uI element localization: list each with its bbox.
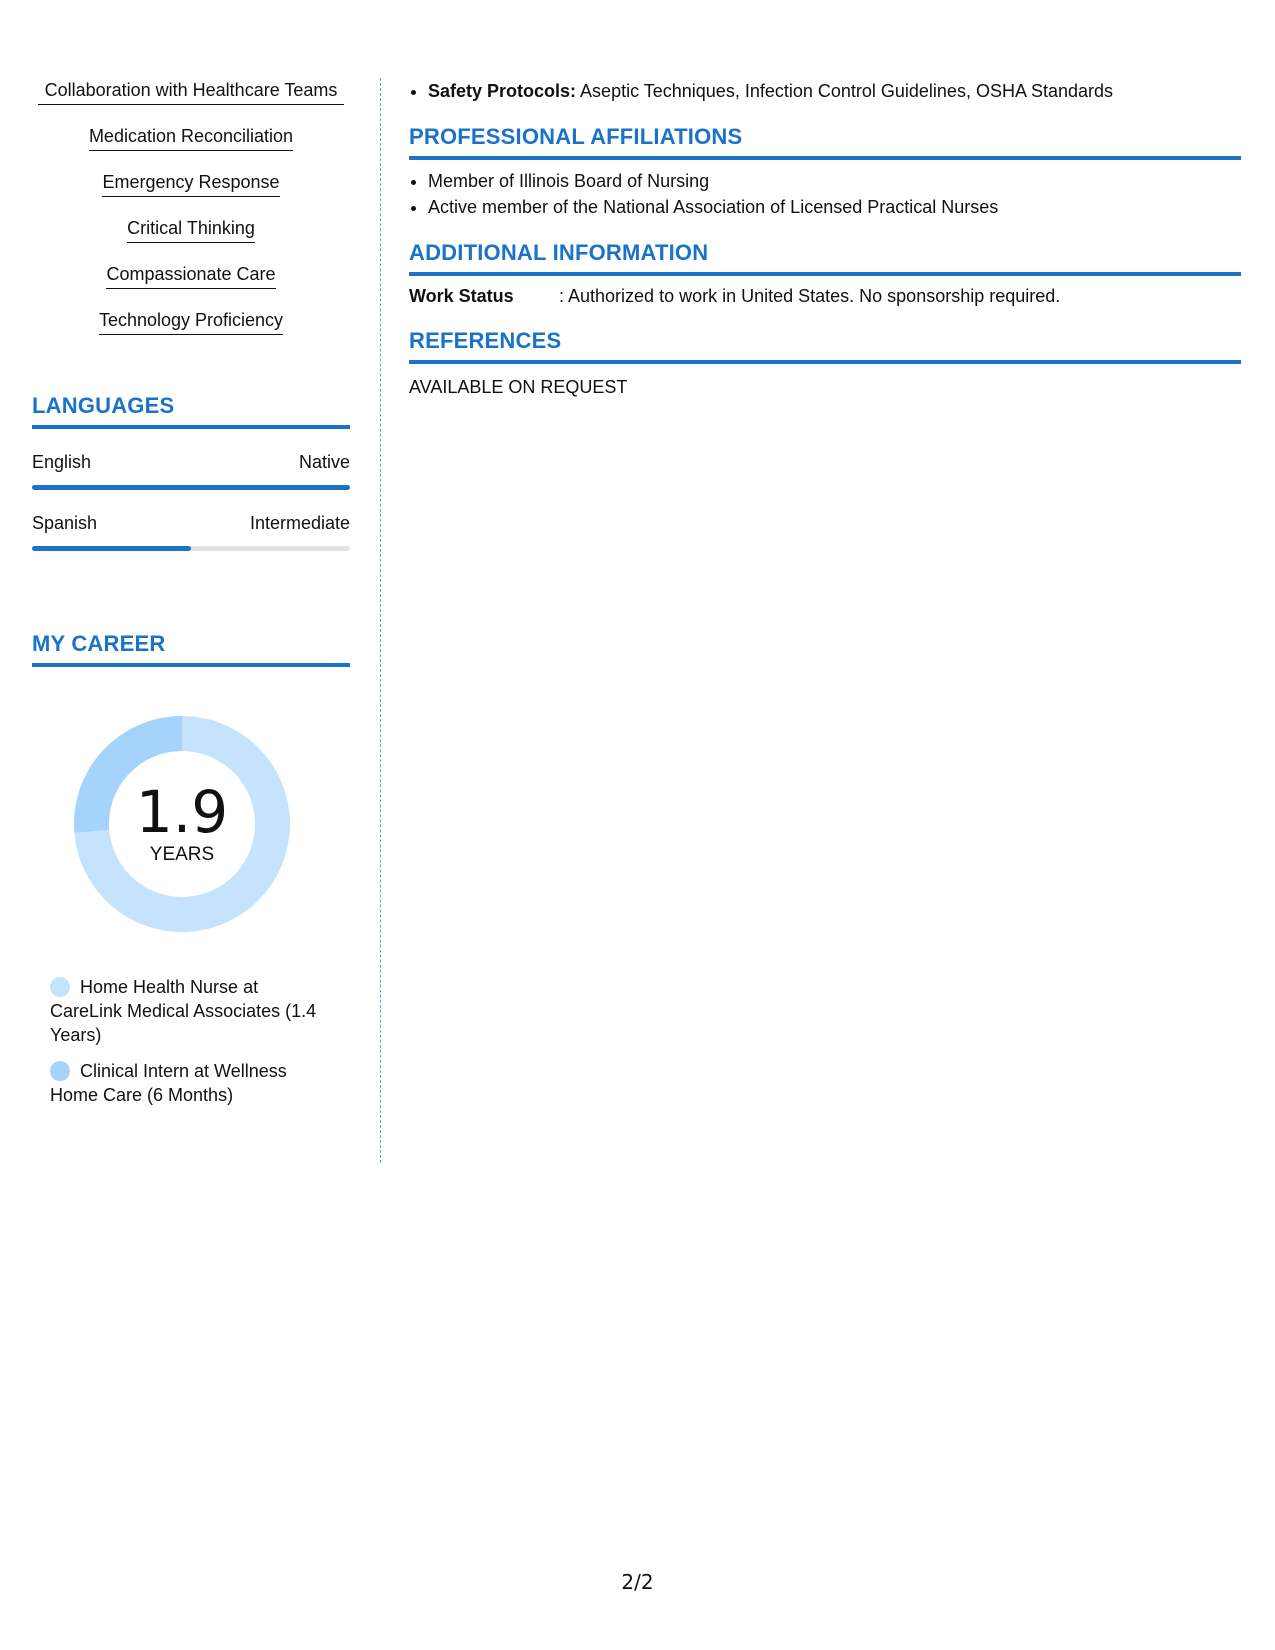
work-status-label: Work Status (409, 286, 514, 306)
language-spanish (32, 512, 350, 551)
legend-label: Clinical Intern at Wellness Home Care (6 Months) (50, 1061, 287, 1105)
skill-item: Compassionate Care (106, 262, 275, 289)
affiliations-list (409, 168, 1241, 220)
skill-item: Technology Proficiency (99, 308, 283, 335)
language-level: Intermediate (249, 513, 350, 533)
languages-heading: LANGUAGES (32, 393, 350, 429)
safety-protocols-item (428, 78, 1241, 104)
career-legend-item (50, 1059, 320, 1107)
references-text: AVAILABLE ON REQUEST (409, 377, 628, 397)
legend-label: Home Health Nurse at CareLink Medical Associates (1.4 Years) (50, 977, 317, 1045)
language-english (32, 451, 350, 490)
language-proficiency-bar (32, 546, 350, 551)
work-status-row (409, 284, 1241, 308)
skill-item: Critical Thinking (127, 216, 255, 243)
legend-dot-icon (50, 1061, 70, 1081)
career-total-years: 1.9 (135, 778, 229, 846)
skill-item: Collaboration with Healthcare Teams (38, 78, 344, 105)
career-legend-item (50, 975, 320, 1047)
right-column (409, 78, 1241, 399)
column-divider (380, 78, 381, 1163)
skills-list (32, 78, 350, 335)
legend-dot-icon (50, 977, 70, 997)
bullet-label: Safety Protocols: (428, 81, 577, 101)
language-name: Spanish (32, 513, 98, 533)
language-proficiency-fill (32, 485, 350, 490)
skill-item: Emergency Response (102, 170, 279, 197)
left-column (32, 78, 350, 1119)
bullet-text: Aseptic Techniques, Infection Control Guidelines, OSHA Standards (576, 81, 1114, 101)
language-name: English (32, 452, 92, 472)
affiliation-item: • Member of Illinois Board of Nursing (428, 168, 1241, 194)
affiliations-heading: PROFESSIONAL AFFILIATIONS (409, 124, 1241, 160)
work-status-value: : Authorized to work in United States. No sponsorship required. (559, 286, 1061, 306)
skills-bullets (409, 78, 1241, 104)
language-proficiency-fill (32, 546, 191, 551)
career-legend (50, 975, 320, 1107)
references-heading: REFERENCES (409, 328, 1241, 364)
language-level: Native (298, 452, 350, 472)
language-proficiency-bar (32, 485, 350, 490)
career-total-unit: YEARS (149, 844, 215, 865)
donut-center (67, 709, 297, 939)
skill-item: Medication Reconciliation (89, 124, 293, 151)
career-donut-chart (67, 709, 297, 939)
page-number: 2/2 (621, 1570, 654, 1594)
additional-info-heading: ADDITIONAL INFORMATION (409, 240, 1241, 276)
career-heading: MY CAREER (32, 631, 350, 667)
affiliation-item: • Active member of the National Association of Licensed Practical Nurses (428, 194, 1241, 220)
